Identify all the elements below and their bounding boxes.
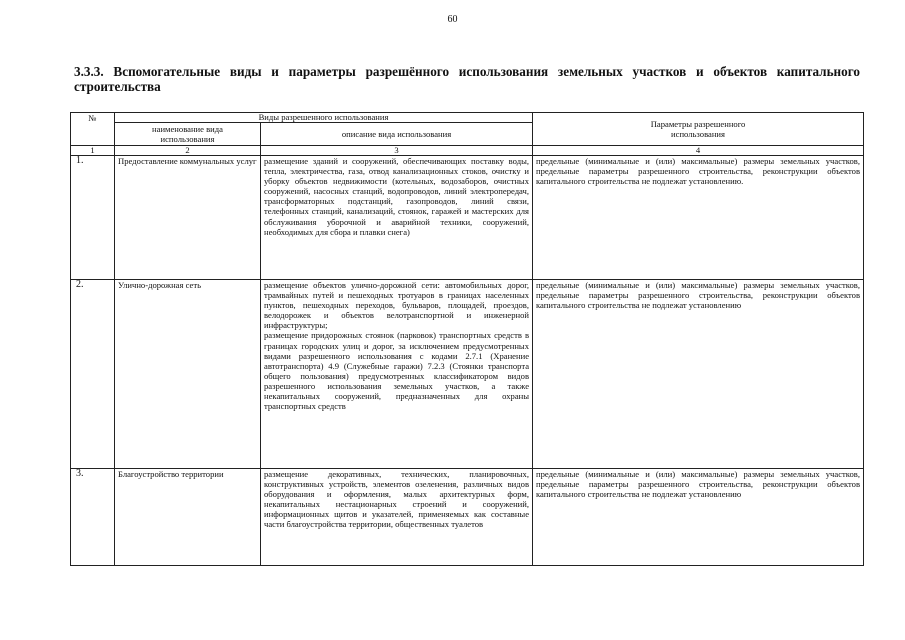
table-row <box>71 469 864 566</box>
row-number: 3. <box>71 469 115 566</box>
row-description-text: размещение объектов улично-дорожной сети: автомобильных дорог, трамвайных путей и пешеходных тротуаров в границах населенных пунктов, пешеходных переходов, бульваров, площадей, проездов, велодорожек и объектов велотранспортной и инженерной инфраструктуры; <box>264 280 530 331</box>
page-number: 60 <box>447 14 458 25</box>
row-params: предельные (минимальные и (или) максимальные) размеры земельных участков, предельные параметры разрешенного строительства, реконструкции объектов капитального строительства не подлежат установлению. <box>533 156 864 280</box>
row-description-text: размещение зданий и сооружений, обеспечивающих поставку воды, тепла, электричества, газа, отвод канализационных стоков, очистку и уборку объектов недвижимости (котельных, водозаборов, очистных сооружений, насосных станций, водопроводов, линий электропередач, трансформаторных подстанций, газопроводов, линий связи, телефонных станций, канализаций, стоянок, гаражей и мастерских для обслуживания уборочной и аварийной техники, сооружений, необходимых для сбора и плавки снега) <box>264 156 530 237</box>
row-description <box>261 280 533 469</box>
row-description <box>261 156 533 280</box>
column-number: 1 <box>71 146 115 156</box>
column-number: 2 <box>115 146 261 156</box>
row-number: 1. <box>71 156 115 280</box>
column-number: 4 <box>533 146 864 156</box>
header-name <box>115 123 261 146</box>
header-group: Виды разрешенного использования <box>115 113 533 123</box>
row-name: Благоустройство территории <box>115 469 261 566</box>
header-row-1 <box>71 113 864 123</box>
table-row <box>71 280 864 469</box>
header-params <box>533 113 864 146</box>
column-number: 3 <box>261 146 533 156</box>
section-heading: 3.3.3. Вспомогательные виды и параметры разрешённого использования земельных участков и объектов капитального строительства <box>74 64 860 94</box>
land-use-table <box>70 112 864 566</box>
header-description: описание вида использования <box>261 123 533 146</box>
row-description-text: размещение декоративных, технических, планировочных, конструктивных устройств, элементов озеленения, различных видов оборудования и оформления, малых архитектурных форм, некапитальных нестационарных строений и сооружений, информационных щитов и указателей, применяемых как составные части благоустройства территории, общественных туалетов <box>264 469 530 530</box>
header-num: № <box>71 113 115 146</box>
row-name: Улично-дорожная сеть <box>115 280 261 469</box>
row-params: предельные (минимальные и (или) максимальные) размеры земельных участков, предельные параметры разрешенного строительства, реконструкции объектов капитального строительства не подлежат установлению <box>533 469 864 566</box>
header-params-label: Параметры разрешенного использования <box>650 118 746 139</box>
row-params: предельные (минимальные и (или) максимальные) размеры земельных участков, предельные параметры разрешенного строительства, реконструкции объектов капитального строительства не подлежат установлению <box>533 280 864 469</box>
table-row <box>71 156 864 280</box>
row-number: 2. <box>71 280 115 469</box>
header-name-label: наименование вида использования <box>152 123 223 144</box>
row-description-text-2: размещение придорожных стоянок (парковок) транспортных средств в границах городских улиц и дорог, за исключением предусмотренных видами разрешенного использования с кодами 2.7.1 (Хранение автотранспорта) 4.9 (Служебные гаражи) 7.2.3 (Стоянки транспорта общего пользования) предусмотренных классификатором видов разрешенного использования земельных участков, а также некапитальных сооружений, предназначенных для охраны транспортных средств <box>264 330 530 412</box>
column-numbers-row <box>71 146 864 156</box>
row-name: Предоставление коммунальных услуг <box>115 156 261 280</box>
row-description <box>261 469 533 566</box>
